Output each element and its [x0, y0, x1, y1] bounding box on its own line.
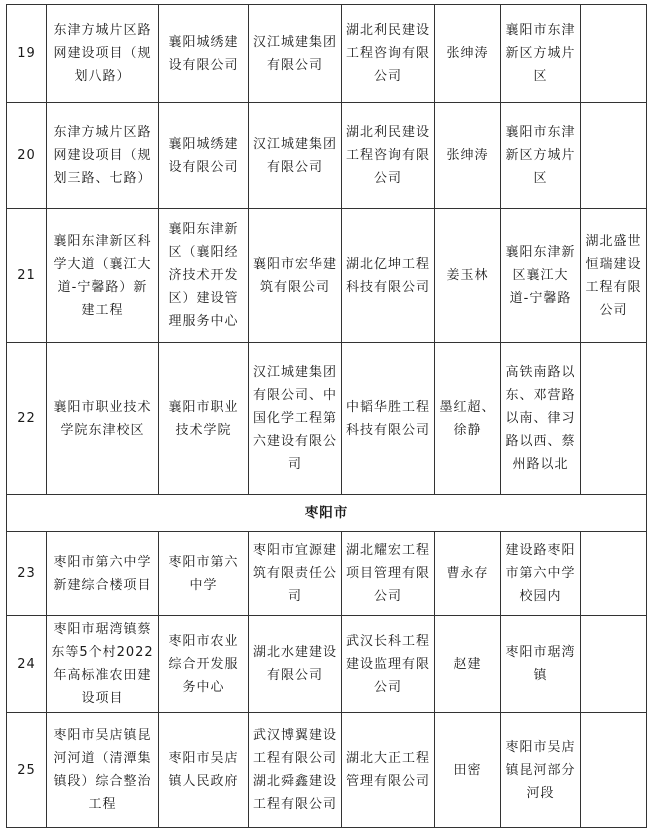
supervisor-cell: 中韬华胜工程科技有限公司	[342, 343, 435, 495]
person-cell: 曹永存	[435, 532, 501, 616]
person-cell: 墨红超、徐静	[435, 343, 501, 495]
owner-cell: 枣阳市吴店镇人民政府	[159, 713, 249, 828]
project-table	[6, 4, 647, 828]
other-cell	[581, 103, 647, 209]
location-cell: 襄阳市东津新区方城片区	[501, 103, 581, 209]
project-name-cell: 枣阳市吴店镇昆河河道（清潭集镇段）综合整治工程	[47, 713, 159, 828]
person-cell: 赵建	[435, 616, 501, 713]
builder-cell: 汉江城建集团有限公司	[249, 5, 342, 103]
owner-cell: 襄阳市职业技术学院	[159, 343, 249, 495]
builder-cell: 襄阳市宏华建筑有限公司	[249, 209, 342, 343]
builder-cell: 汉江城建集团有限公司、中国化学工程第六建设有限公司	[249, 343, 342, 495]
owner-cell: 襄阳城绣建设有限公司	[159, 5, 249, 103]
table-row	[7, 5, 647, 103]
row-number-cell: 21	[7, 209, 47, 343]
other-cell	[581, 5, 647, 103]
supervisor-cell: 湖北利民建设工程咨询有限公司	[342, 103, 435, 209]
owner-cell: 枣阳市第六中学	[159, 532, 249, 616]
table-row	[7, 713, 647, 828]
project-name-cell: 枣阳市琚湾镇蔡东等5个村2022年高标准农田建设项目	[47, 616, 159, 713]
owner-cell: 襄阳东津新区（襄阳经济技术开发区）建设管理服务中心	[159, 209, 249, 343]
section-row	[7, 495, 647, 532]
location-cell: 枣阳市琚湾镇	[501, 616, 581, 713]
project-name-cell: 东津方城片区路网建设项目（规划三路、七路）	[47, 103, 159, 209]
person-cell: 张绅涛	[435, 103, 501, 209]
table-row	[7, 532, 647, 616]
table-row	[7, 209, 647, 343]
table-row	[7, 343, 647, 495]
project-name-cell: 襄阳东津新区科学大道（襄江大道-宁馨路）新建工程	[47, 209, 159, 343]
row-number-cell: 22	[7, 343, 47, 495]
project-name-cell: 襄阳市职业技术学院东津校区	[47, 343, 159, 495]
row-number-cell: 20	[7, 103, 47, 209]
supervisor-cell: 湖北亿坤工程科技有限公司	[342, 209, 435, 343]
other-cell	[581, 616, 647, 713]
other-cell	[581, 343, 647, 495]
person-cell: 张绅涛	[435, 5, 501, 103]
row-number-cell: 19	[7, 5, 47, 103]
location-cell: 襄阳东津新区襄江大道-宁馨路	[501, 209, 581, 343]
owner-cell: 枣阳市农业综合开发服务中心	[159, 616, 249, 713]
location-cell: 襄阳市东津新区方城片区	[501, 5, 581, 103]
table-row	[7, 616, 647, 713]
row-number-cell: 25	[7, 713, 47, 828]
supervisor-cell: 湖北大正工程管理有限公司	[342, 713, 435, 828]
project-name-cell: 东津方城片区路网建设项目（规划八路）	[47, 5, 159, 103]
row-number-cell: 24	[7, 616, 47, 713]
builder-cell: 湖北水建建设有限公司	[249, 616, 342, 713]
builder-cell: 武汉博翼建设工程有限公司 湖北舜鑫建设工程有限公司	[249, 713, 342, 828]
location-cell: 建设路枣阳市第六中学校园内	[501, 532, 581, 616]
owner-cell: 襄阳城绣建设有限公司	[159, 103, 249, 209]
person-cell: 田密	[435, 713, 501, 828]
supervisor-cell: 武汉长科工程建设监理有限公司	[342, 616, 435, 713]
builder-cell: 枣阳市宜源建筑有限责任公司	[249, 532, 342, 616]
location-cell: 高铁南路以东、邓营路以南、律习路以西、蔡州路以北	[501, 343, 581, 495]
supervisor-cell: 湖北耀宏工程项目管理有限公司	[342, 532, 435, 616]
builder-cell: 汉江城建集团有限公司	[249, 103, 342, 209]
row-number-cell: 23	[7, 532, 47, 616]
other-cell	[581, 532, 647, 616]
location-cell: 枣阳市吴店镇昆河部分河段	[501, 713, 581, 828]
person-cell: 姜玉林	[435, 209, 501, 343]
other-cell	[581, 713, 647, 828]
project-name-cell: 枣阳市第六中学新建综合楼项目	[47, 532, 159, 616]
supervisor-cell: 湖北利民建设工程咨询有限公司	[342, 5, 435, 103]
table-row	[7, 103, 647, 209]
other-cell: 湖北盛世恒瑞建设工程有限公司	[581, 209, 647, 343]
section-title: 枣阳市	[7, 495, 647, 532]
